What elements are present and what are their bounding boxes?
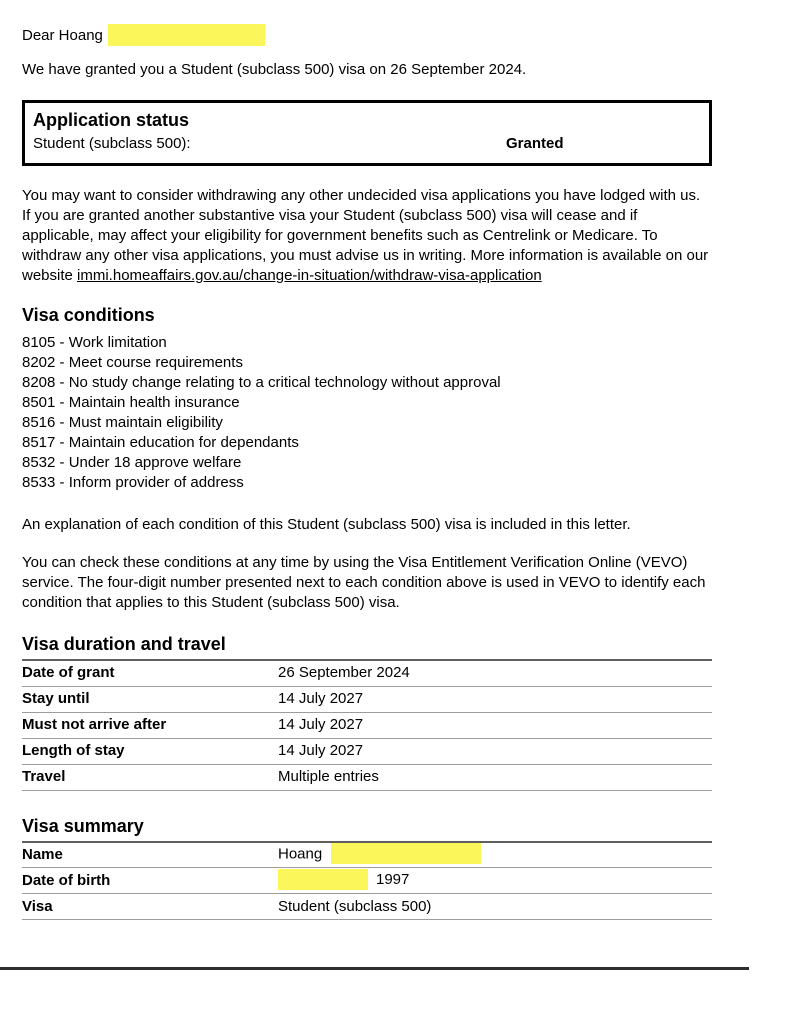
condition-item: 8501 - Maintain health insurance bbox=[22, 394, 240, 411]
table-row bbox=[22, 842, 712, 868]
row-label: Date of grant bbox=[22, 664, 115, 682]
condition-item: 8533 - Inform provider of address bbox=[22, 474, 244, 491]
page-footer-rule bbox=[0, 967, 749, 970]
row-label: Visa bbox=[22, 897, 53, 915]
visa-summary-heading: Visa summary bbox=[22, 815, 144, 836]
condition-item: 8517 - Maintain education for dependants bbox=[22, 434, 299, 451]
withdraw-paragraph bbox=[22, 186, 712, 286]
visa-duration-heading: Visa duration and travel bbox=[22, 634, 226, 654]
row-value: Student (subclass 500) bbox=[278, 897, 432, 915]
row-label: Travel bbox=[22, 768, 66, 785]
redacted-name-highlight bbox=[108, 24, 265, 46]
condition-item: 8208 - No study change relating to a critical technology without approval bbox=[22, 374, 501, 391]
row-label: Name bbox=[22, 845, 63, 863]
visa-conditions-heading: Visa conditions bbox=[22, 305, 155, 325]
application-status-title: Application status bbox=[33, 110, 190, 130]
row-label: Date of birth bbox=[22, 871, 111, 889]
application-status-box bbox=[22, 100, 712, 166]
vevo-paragraph: You can check these conditions at any time by using the Visa Entitlement Verification Online (VEVO) service. The four-digit number presented next to each condition above is used in VEVO to identify each condition that applies to this Student (subclass 500) visa. bbox=[22, 554, 706, 611]
application-status-label: Student (subclass 500): bbox=[33, 135, 191, 152]
row-value: 26 September 2024 bbox=[278, 664, 410, 682]
visa-summary-table bbox=[22, 841, 712, 921]
condition-item: 8202 - Meet course requirements bbox=[22, 354, 243, 371]
table-row bbox=[22, 868, 712, 894]
redacted-birthdate-highlight bbox=[278, 869, 368, 890]
birth-year-value: 1997 bbox=[376, 871, 410, 889]
row-label: Must not arrive after bbox=[22, 716, 167, 733]
row-value: 14 July 2027 bbox=[278, 690, 364, 707]
row-label: Stay until bbox=[22, 690, 90, 707]
application-status-row bbox=[33, 132, 701, 156]
table-row bbox=[22, 764, 712, 790]
row-value: 14 July 2027 bbox=[278, 742, 364, 759]
row-value: 14 July 2027 bbox=[278, 716, 364, 733]
condition-item: 8532 - Under 18 approve welfare bbox=[22, 454, 242, 471]
row-value bbox=[278, 868, 712, 894]
withdraw-visa-link[interactable]: immi.homeaffairs.gov.au/change-in-situation/withdraw-visa-application bbox=[77, 267, 542, 284]
table-row bbox=[22, 660, 712, 686]
redacted-name-highlight bbox=[331, 843, 481, 864]
greeting-line bbox=[22, 24, 712, 46]
visa-conditions-list bbox=[22, 333, 712, 493]
condition-item: 8105 - Work limitation bbox=[22, 334, 167, 351]
table-row bbox=[22, 894, 712, 920]
visa-duration-table bbox=[22, 659, 712, 791]
withdraw-text: You may want to consider withdrawing any other undecided visa applications you have lodged with us. If you are granted another substantive visa your Student (subclass 500) visa will cease and if applicable, may affect your eligibility for government benefits such as Centrelink or Medicare. To withdraw any other visa applications, you must advise us in writing. More information is available on our website bbox=[22, 187, 709, 284]
application-status-value: Granted bbox=[506, 135, 564, 152]
row-value: Multiple entries bbox=[278, 768, 379, 785]
greeting-text: Dear Hoang bbox=[22, 27, 103, 44]
grant-intro: We have granted you a Student (subclass 500) visa on 26 September 2024. bbox=[22, 61, 527, 78]
name-value-prefix: Hoang bbox=[278, 845, 323, 863]
conditions-explanation: An explanation of each condition of this Student (subclass 500) visa is included in this letter. bbox=[22, 516, 631, 533]
table-row bbox=[22, 686, 712, 712]
row-label: Length of stay bbox=[22, 742, 125, 759]
row-value bbox=[278, 842, 712, 868]
table-row bbox=[22, 738, 712, 764]
condition-item: 8516 - Must maintain eligibility bbox=[22, 414, 223, 431]
table-row bbox=[22, 712, 712, 738]
